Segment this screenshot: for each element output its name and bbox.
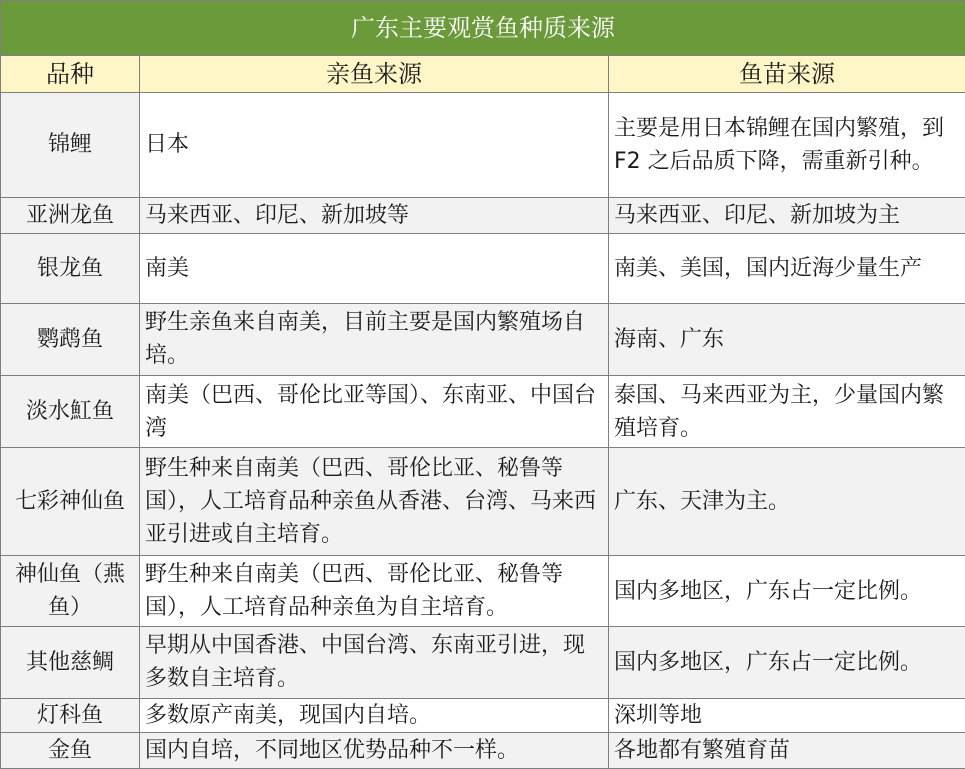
table-row <box>1 698 965 732</box>
parent-source-cell: 马来西亚、印尼、新加坡等 <box>140 197 609 233</box>
table-row <box>1 732 965 768</box>
variety-cell: 灯科鱼 <box>1 698 140 732</box>
fry-source-cell: 泰国、马来西亚为主，少量国内繁殖培育。 <box>609 375 965 447</box>
parent-source-cell: 南美（巴西、哥伦比亚等国）、东南亚、中国台湾 <box>140 375 609 447</box>
fry-source-cell: 国内多地区，广东占一定比例。 <box>609 626 965 698</box>
parent-source-cell: 国内自培，不同地区优势品种不一样。 <box>140 732 609 768</box>
fry-source-cell: 广东、天津为主。 <box>609 448 965 556</box>
variety-cell: 鹦鹉鱼 <box>1 303 140 375</box>
table-row <box>1 375 965 447</box>
header-row <box>1 56 965 93</box>
variety-cell: 神仙鱼（燕鱼） <box>1 556 140 626</box>
parent-source-cell: 南美 <box>140 233 609 303</box>
fry-source-cell: 海南、广东 <box>609 303 965 375</box>
table-row <box>1 93 965 197</box>
parent-source-cell: 日本 <box>140 93 609 197</box>
table-row <box>1 556 965 626</box>
header-variety: 品种 <box>1 56 140 93</box>
title-row <box>1 1 965 56</box>
table-row <box>1 448 965 556</box>
header-fry-source: 鱼苗来源 <box>609 56 965 93</box>
parent-source-cell: 野生亲鱼来自南美，目前主要是国内繁殖场自培。 <box>140 303 609 375</box>
table-row <box>1 197 965 233</box>
table-row <box>1 233 965 303</box>
variety-cell: 金鱼 <box>1 732 140 768</box>
fry-source-cell: 深圳等地 <box>609 698 965 732</box>
variety-cell: 锦鲤 <box>1 93 140 197</box>
fry-source-cell: 主要是用日本锦鲤在国内繁殖，到 F2 之后品质下降，需重新引种。 <box>609 93 965 197</box>
variety-cell: 淡水魟鱼 <box>1 375 140 447</box>
table-row <box>1 626 965 698</box>
variety-cell: 亚洲龙鱼 <box>1 197 140 233</box>
parent-source-cell: 野生种来自南美（巴西、哥伦比亚、秘鲁等国），人工培育品种亲鱼为自主培育。 <box>140 556 609 626</box>
fry-source-cell: 南美、美国，国内近海少量生产 <box>609 233 965 303</box>
table-title: 广东主要观赏鱼种质来源 <box>1 1 965 56</box>
parent-source-cell: 早期从中国香港、中国台湾、东南亚引进，现多数自主培育。 <box>140 626 609 698</box>
variety-cell: 其他慈鲷 <box>1 626 140 698</box>
header-parent-source: 亲鱼来源 <box>140 56 609 93</box>
fry-source-cell: 各地都有繁殖育苗 <box>609 732 965 768</box>
parent-source-cell: 野生种来自南美（巴西、哥伦比亚、秘鲁等国），人工培育品种亲鱼从香港、台湾、马来西亚引进或自主培育。 <box>140 448 609 556</box>
table-row <box>1 303 965 375</box>
variety-cell: 七彩神仙鱼 <box>1 448 140 556</box>
variety-cell: 银龙鱼 <box>1 233 140 303</box>
fry-source-cell: 马来西亚、印尼、新加坡为主 <box>609 197 965 233</box>
fry-source-cell: 国内多地区，广东占一定比例。 <box>609 556 965 626</box>
parent-source-cell: 多数原产南美，现国内自培。 <box>140 698 609 732</box>
